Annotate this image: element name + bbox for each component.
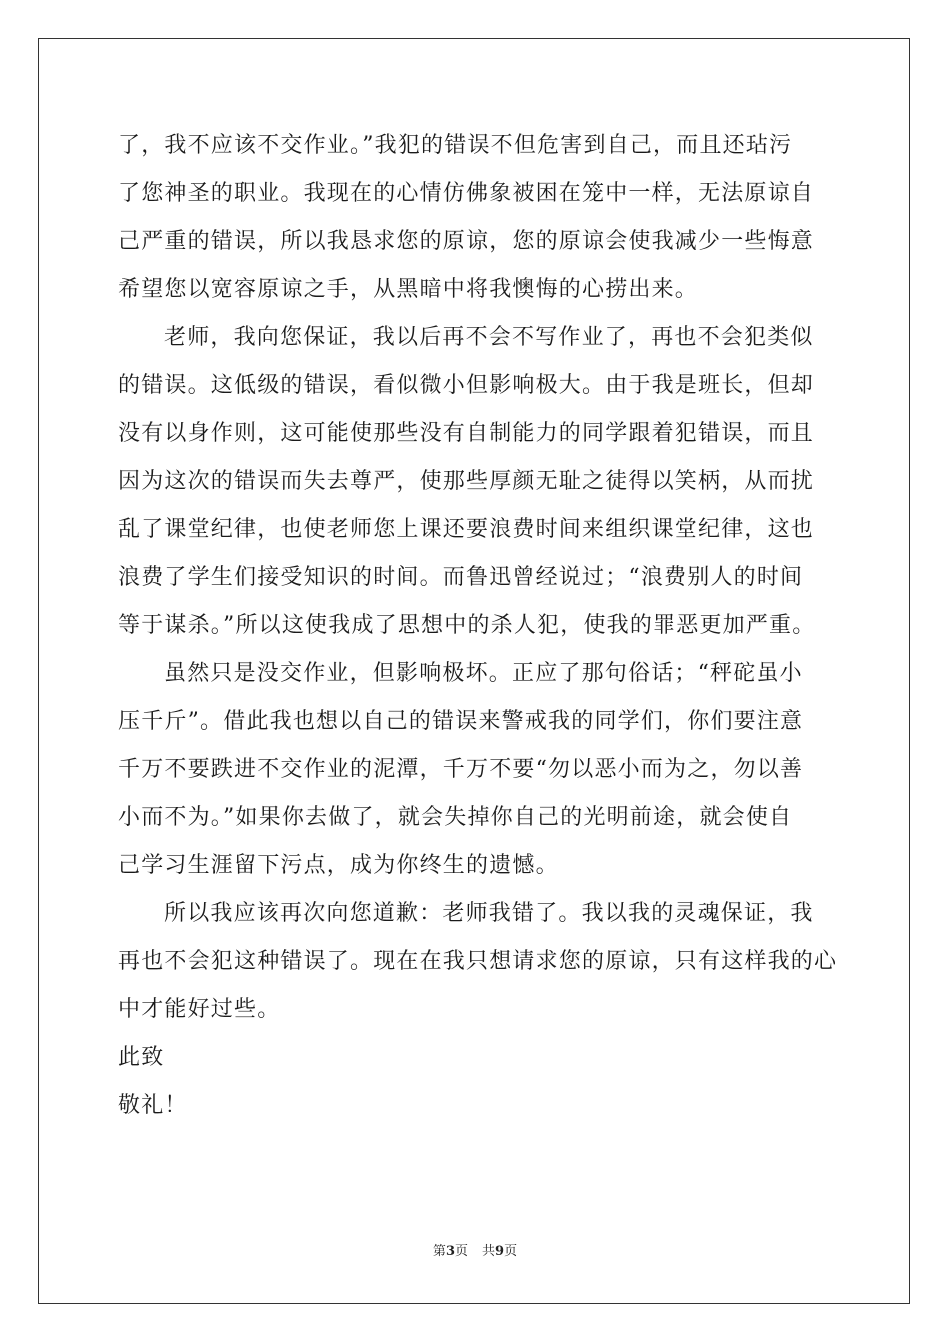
- text-line: 己学习生涯留下污点，成为你终生的遗憾。: [118, 853, 559, 878]
- text-line: 希望您以宽容原谅之手，从黑暗中将我懊悔的心捞出来。: [118, 277, 699, 302]
- text-line: 千万不要跌进不交作业的泥潭，千万不要“勿以恶小而为之，勿以善: [118, 757, 804, 782]
- text-line: 中才能好过些。: [118, 997, 281, 1022]
- text-line: 等于谋杀。”所以这使我成了思想中的杀人犯，使我的罪恶更加严重。: [118, 613, 816, 638]
- text-line: 己严重的错误，所以我恳求您的原谅，您的原谅会使我减少一些悔意: [118, 229, 815, 254]
- paragraph-first-line: 所以我应该再次向您道歉：老师我错了。我以我的灵魂保证，我: [164, 901, 814, 926]
- paragraph-first-line: 老师，我向您保证，我以后再不会不写作业了，再也不会犯类似: [164, 325, 814, 350]
- paragraph-first-line: 虽然只是没交作业，但影响极坏。正应了那句俗话；“秤砣虽小: [164, 661, 803, 686]
- page-current: 3: [445, 1244, 455, 1259]
- text-line: 乱了课堂纪律，也使老师您上课还要浪费时间来组织课堂纪律，这也: [118, 517, 815, 542]
- total-prefix: 共: [482, 1244, 496, 1259]
- text-line: 没有以身作则，这可能使那些没有自制能力的同学跟着犯错误，而且: [118, 421, 815, 446]
- text-line: 压千斤”。借此我也想以自己的错误来警戒我的同学们，你们要注意: [118, 709, 804, 734]
- page-suffix: 页: [454, 1244, 468, 1259]
- text-line: 再也不会犯这种错误了。现在在我只想请求您的原谅，只有这样我的心: [118, 949, 838, 974]
- page-total: 9: [495, 1244, 505, 1259]
- text-line: 的错误。这低级的错误，看似微小但影响极大。由于我是班长，但却: [118, 373, 815, 398]
- text-line: 小而不为。”如果你去做了，就会失掉你自己的光明前途，就会使自: [118, 805, 793, 830]
- text-line: 了您神圣的职业。我现在的心情仿佛象被困在笼中一样，无法原谅自: [118, 181, 815, 206]
- total-suffix: 页: [504, 1244, 518, 1259]
- text-line: 因为这次的错误而失去尊严，使那些厚颜无耻之徒得以笑柄，从而扰: [118, 469, 815, 494]
- text-line: 浪费了学生们接受知识的时间。而鲁迅曾经说过；“浪费别人的时间: [118, 565, 804, 590]
- salutation: 敬礼！: [118, 1093, 188, 1118]
- text-line: 了，我不应该不交作业。”我犯的错误不但危害到自己，而且还玷污: [118, 133, 793, 158]
- closing-phrase: 此致: [118, 1045, 165, 1070]
- page-footer: [0, 1243, 950, 1261]
- page-prefix: 第: [432, 1244, 446, 1259]
